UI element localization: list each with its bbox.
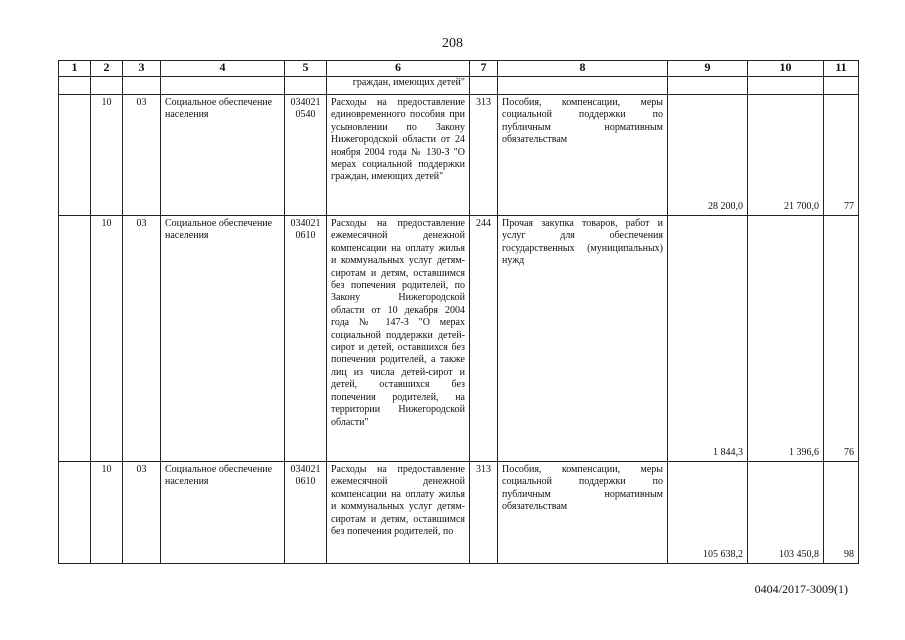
cell-section: 10	[91, 95, 123, 216]
cell-section-name: Социальное обеспечение населения	[161, 462, 285, 564]
cell-section-name: Социальное обеспечение населения	[161, 216, 285, 462]
table-row	[59, 216, 859, 462]
column-header: 3	[123, 61, 161, 77]
document-code: 0404/2017-3009(1)	[754, 582, 848, 596]
carry-over-text: граждан, имеющих детей"	[327, 77, 470, 95]
column-header: 2	[91, 61, 123, 77]
column-header: 11	[824, 61, 859, 77]
cell-subsection: 03	[123, 216, 161, 462]
cell-percent: 76	[824, 216, 859, 462]
column-header: 10	[748, 61, 824, 77]
page-number: 208	[442, 36, 463, 51]
column-header: 7	[470, 61, 498, 77]
cell-expense-name: Пособия, компенсации, меры социальной поддержки по публичным нормативным обязательствам	[498, 462, 668, 564]
table-row	[59, 95, 859, 216]
cell-expense-name: Пособия, компенсации, меры социальной поддержки по публичным нормативным обязательствам	[498, 95, 668, 216]
cell-percent: 98	[824, 462, 859, 564]
cell-section: 10	[91, 462, 123, 564]
cell-amount-planned: 28 200,0	[668, 95, 748, 216]
cell-description: Расходы на предоставление единовременного пособия при усыновлении по Закону Нижегородской области от 24 ноября 2004 года № 130-З "О мерах социальной поддержки граждан, имеющих детей"	[327, 95, 470, 216]
cell-amount-actual: 1 396,6	[748, 216, 824, 462]
cell-col1	[59, 95, 91, 216]
column-header: 1	[59, 61, 91, 77]
column-header: 6	[327, 61, 470, 77]
column-header: 8	[498, 61, 668, 77]
column-header: 4	[161, 61, 285, 77]
cell-subsection: 03	[123, 95, 161, 216]
column-header: 9	[668, 61, 748, 77]
cell-expense-type: 313	[470, 95, 498, 216]
cell-amount-actual: 21 700,0	[748, 95, 824, 216]
column-header: 5	[285, 61, 327, 77]
cell-amount-planned: 105 638,2	[668, 462, 748, 564]
cell-description: Расходы на предоставление ежемесячной денежной компенсации на оплату жилья и коммунальных услуг детям-сиротам и детям, оставшимся без попечения родителей, по Закону Нижегородской области от 10 декабря 2004 года № 147-З "О мерах социальной поддержки детей-сирот и детей, оставшихся без попечения родителей, а также лиц из числа детей-сирот и детей, оставшихся без попечения родителей, на территории Нижегородской области"	[327, 216, 470, 462]
cell-target-code: 034021 0610	[285, 462, 327, 564]
cell-col1	[59, 216, 91, 462]
cell-amount-planned: 1 844,3	[668, 216, 748, 462]
cell-expense-type: 313	[470, 462, 498, 564]
cell-description: Расходы на предоставление ежемесячной денежной компенсации на оплату жилья и коммунальных услуг детям-сиротам и детям, оставшимся без попечения родителей, по	[327, 462, 470, 564]
cell-subsection: 03	[123, 462, 161, 564]
cell-expense-name: Прочая закупка товаров, работ и услуг для обеспечения государственных (муниципальных) нужд	[498, 216, 668, 462]
cell-section-name: Социальное обеспечение населения	[161, 95, 285, 216]
carry-over-row	[59, 77, 859, 95]
cell-target-code: 034021 0610	[285, 216, 327, 462]
cell-section: 10	[91, 216, 123, 462]
cell-target-code: 034021 0540	[285, 95, 327, 216]
cell-col1	[59, 462, 91, 564]
budget-table	[58, 60, 859, 564]
cell-percent: 77	[824, 95, 859, 216]
table-header-row	[59, 61, 859, 77]
cell-expense-type: 244	[470, 216, 498, 462]
table-row	[59, 462, 859, 564]
cell-amount-actual: 103 450,8	[748, 462, 824, 564]
